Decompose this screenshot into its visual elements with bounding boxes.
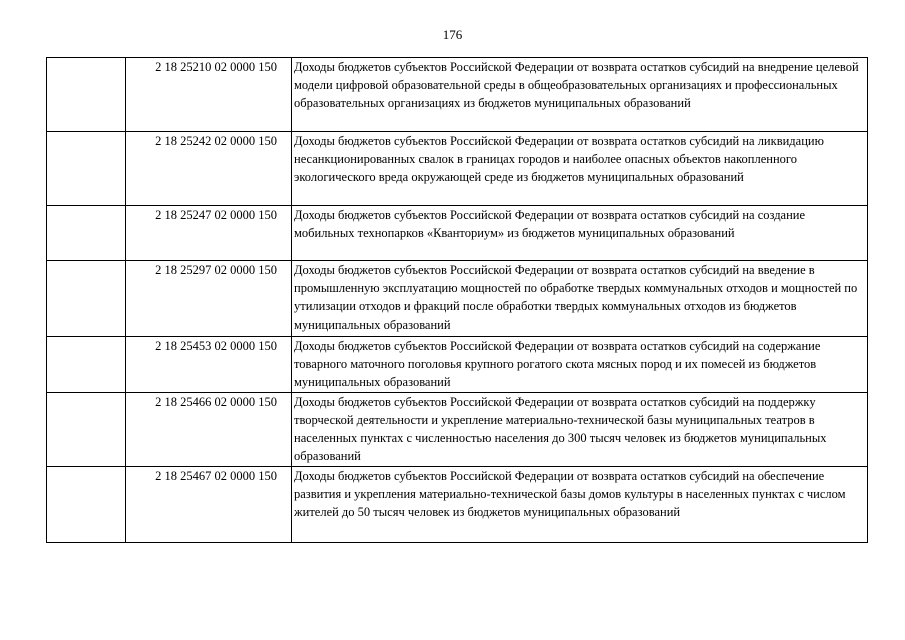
empty-cell bbox=[47, 392, 126, 466]
table-row bbox=[47, 261, 868, 337]
empty-cell bbox=[47, 132, 126, 206]
empty-cell bbox=[47, 466, 126, 542]
budget-code-cell: 2 18 25467 02 0000 150 bbox=[126, 466, 292, 542]
table-row bbox=[47, 132, 868, 206]
description-cell: Доходы бюджетов субъектов Российской Федерации от возврата остатков субсидий на введение в промышленную эксплуатацию мощностей по обработке твердых коммунальных отходов и мощностей по утилизации отходов и фракций после обработки твердых коммунальных отходов из бюджетов муниципальных образований bbox=[292, 261, 868, 337]
description-cell: Доходы бюджетов субъектов Российской Федерации от возврата остатков субсидий на поддержку творческой деятельности и укрепление материально-технической базы муниципальных театров в населенных пунктах с численностью населения до 300 тысяч человек из бюджетов муниципальных образований bbox=[292, 392, 868, 466]
budget-code-cell: 2 18 25466 02 0000 150 bbox=[126, 392, 292, 466]
budget-code-cell: 2 18 25210 02 0000 150 bbox=[126, 58, 292, 132]
budget-code-cell: 2 18 25242 02 0000 150 bbox=[126, 132, 292, 206]
table-row bbox=[47, 206, 868, 261]
table-row bbox=[47, 466, 868, 542]
table-row bbox=[47, 392, 868, 466]
description-cell: Доходы бюджетов субъектов Российской Федерации от возврата остатков субсидий на ликвидацию несанкционированных свалок в границах городов и наиболее опасных объектов накопленного экологического вреда окружающей среде из бюджетов муниципальных образований bbox=[292, 132, 868, 206]
budget-income-table bbox=[46, 57, 868, 543]
empty-cell bbox=[47, 58, 126, 132]
empty-cell bbox=[47, 261, 126, 337]
budget-code-cell: 2 18 25247 02 0000 150 bbox=[126, 206, 292, 261]
budget-code-cell: 2 18 25453 02 0000 150 bbox=[126, 337, 292, 393]
description-cell: Доходы бюджетов субъектов Российской Федерации от возврата остатков субсидий на обеспечение развития и укрепления материально-технической базы домов культуры в населенных пунктах с числом жителей до 50 тысяч человек из бюджетов муниципальных образований bbox=[292, 466, 868, 542]
table-row bbox=[47, 58, 868, 132]
description-cell: Доходы бюджетов субъектов Российской Федерации от возврата остатков субсидий на создание мобильных технопарков «Кванториум» из бюджетов муниципальных образований bbox=[292, 206, 868, 261]
empty-cell bbox=[47, 337, 126, 393]
description-cell: Доходы бюджетов субъектов Российской Федерации от возврата остатков субсидий на внедрение целевой модели цифровой образовательной среды в общеобразовательных организациях и профессиональных образовательных организациях из бюджетов муниципальных образований bbox=[292, 58, 868, 132]
table-row bbox=[47, 337, 868, 393]
page-number: 176 bbox=[442, 27, 463, 42]
empty-cell bbox=[47, 206, 126, 261]
budget-code-cell: 2 18 25297 02 0000 150 bbox=[126, 261, 292, 337]
description-cell: Доходы бюджетов субъектов Российской Федерации от возврата остатков субсидий на содержание товарного маточного поголовья крупного рогатого скота мясных пород и их помесей из бюджетов муниципальных образований bbox=[292, 337, 868, 393]
